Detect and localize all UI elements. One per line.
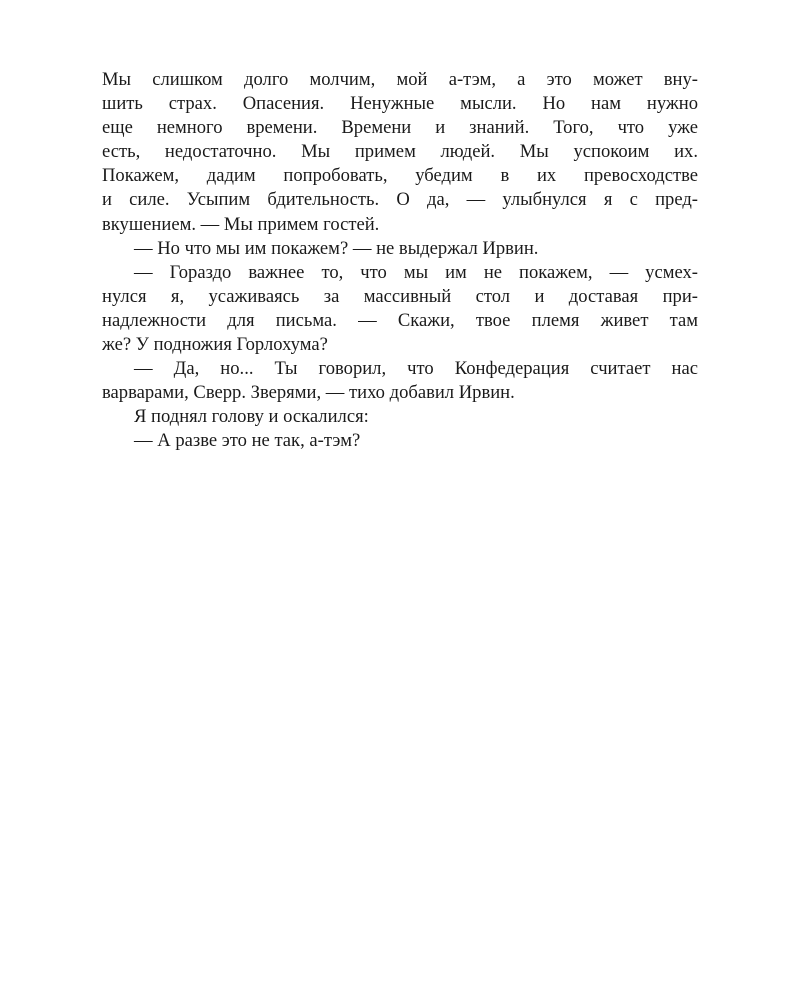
text-line-15: Я поднял голову и оскалился: [134, 406, 369, 428]
text-line-6: и силе. Усыпим бдительность. О да, — улыбнулся я с пред- [102, 189, 698, 211]
text-line-1: Мы слишком долго молчим, мой а-тэм, а это может вну- [102, 69, 698, 90]
text-line-13: — Да, но... Ты говорил, что Конфедерация считает нас [134, 358, 698, 380]
text-line-11: надлежности для письма. — Скажи, твое племя живет там [102, 309, 698, 331]
text-line-4: есть, недостаточно. Мы примем людей. Мы успокоим их. [102, 141, 698, 163]
text-line-3: еще немного времени. Времени и знаний. Того, что уже [102, 117, 698, 139]
text-line-2: шить страх. Опасения. Ненужные мысли. Но нам нужно [102, 93, 698, 115]
text-line-8: — Но что мы им покажем? — не выдержал Ирвин. [134, 237, 539, 259]
text-line-12: же? У подножия Горлохума? [102, 334, 328, 356]
text-line-7: вкушением. — Мы примем гостей. [102, 213, 380, 235]
text-line-9: — Гораздо важнее то, что мы им не покажем, — усмех- [134, 261, 698, 283]
text-line-16: — А разве это не так, а-тэм? [134, 430, 361, 452]
text-line-14: варварами, Сверр. Зверями, — тихо добавил Ирвин. [102, 382, 515, 404]
text-line-10: нулся я, усаживаясь за массивный стол и доставая при- [102, 285, 698, 307]
page-text [102, 68, 698, 454]
text-line-5: Покажем, дадим попробовать, убедим в их превосходстве [102, 165, 698, 187]
